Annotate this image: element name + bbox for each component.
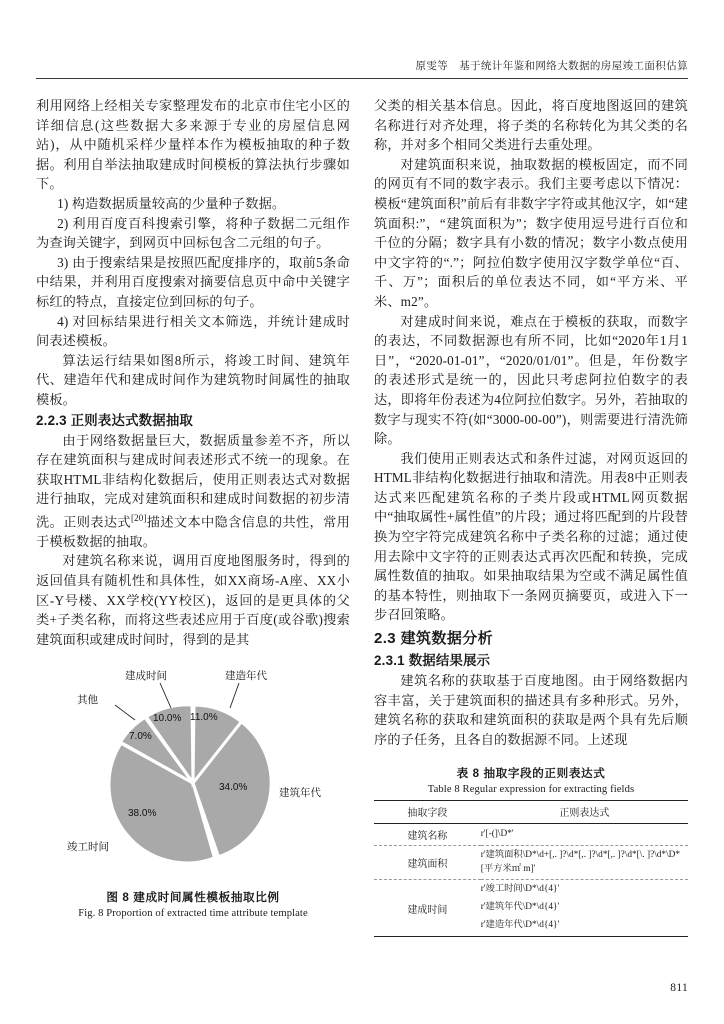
- paragraph: 对建筑名称来说，调用百度地图服务时，得到的返回值具有随机性和具体性，如XX商场-A座、XX小区-Y号楼、XX学校(YY校区)，返回的是更具体的父类+子类名称，而将这些表述应用于百度(或谷歌)搜索建筑面积或建成时间时，得到的是其: [36, 553, 350, 647]
- paragraph-with-reference: [36, 431, 350, 552]
- pie-chart-svg: [43, 663, 343, 881]
- cell-field: 建成时间: [407, 904, 448, 916]
- column-header-field: 抽取字段: [407, 808, 448, 820]
- figure-8: [36, 663, 350, 919]
- header-rule: [36, 78, 688, 79]
- pie-pct-qita: 7.0%: [129, 731, 152, 743]
- left-column: [36, 96, 350, 966]
- cell-field: 建筑面积: [407, 859, 448, 871]
- table-row: [374, 880, 688, 937]
- paragraph-step-3: 3) 由于搜索结果是按照匹配度排序的，取前5条命中结果，并利用百度搜索对摘要信息页中命中关键字标红的特点，直接定位到回标的句子。: [36, 254, 350, 309]
- table-row: [374, 824, 688, 846]
- paragraph-step-4: 4) 对回标结果进行相关文本筛选，并统计建成时间表述模板。: [36, 313, 350, 349]
- cell-regex: [481, 880, 688, 937]
- table-8: [374, 765, 688, 937]
- pie-pct-jianzaoniandai: 11.0%: [190, 712, 218, 724]
- paragraph: 建筑名称的获取基于百度地图。由于网络数据内容丰富，关于建筑面积的描述具有多种形式。另外，建筑名称的获取和建筑面积的获取是两个具有先后顺序的子任务，且各自的数据源不同。上述现: [374, 673, 688, 747]
- pie-label-jianzaoniandai: 建造年代: [225, 670, 267, 683]
- pie-pct-jianchengshijian: 10.0%: [153, 713, 182, 725]
- pie-label-qita: 其他: [77, 694, 98, 707]
- leader-line-jianzaoniandai: [230, 683, 239, 708]
- section-heading-2-3: 2.3 建筑数据分析: [374, 630, 494, 648]
- regex-table: [374, 800, 688, 937]
- paragraph: 算法运行结果如图8所示，将竣工时间、建筑年代、建造年代和建成时间作为建筑物时间属性的抽取模板。: [36, 352, 350, 407]
- regex-expression: r'[-(]\D*': [480, 829, 514, 840]
- regex-expression: r'竣工时间\D*\d{4}': [480, 884, 560, 895]
- pie-label-junggongshijian: 竣工时间: [67, 841, 109, 854]
- running-header: 原雯等 基于统计年鉴和网络大数据的房屋竣工面积估算: [415, 61, 688, 72]
- page-number: 811: [670, 982, 688, 994]
- citation-reference: [20]: [130, 512, 147, 523]
- table-header: [374, 801, 688, 824]
- pie-label-jianzhuniandai: 建筑年代: [279, 787, 321, 800]
- two-column-body: [36, 96, 688, 966]
- pie-pct-junggongshijian: 38.0%: [128, 808, 157, 820]
- section-heading-2-3-1: 2.3.1 数据结果展示: [374, 653, 491, 669]
- paragraph-step-2: 2) 利用百度百科搜索引擎，将种子数据二元组作为查询关键字，到网页中回标包含二元组的句子。: [36, 215, 350, 251]
- column-header-regex: 正则表达式: [559, 808, 610, 820]
- leader-line-jianchengshijian: [160, 683, 171, 708]
- pie-pct-jianzhuniandai: 34.0%: [219, 782, 248, 794]
- regex-expression: r'建造年代\D*\d{4}': [480, 920, 560, 931]
- table-row: [374, 846, 688, 880]
- table-caption-cn: 表 8 抽取字段的正则表达式: [456, 767, 606, 781]
- paragraph-step-1: 1) 构造数据质量较高的少量种子数据。: [57, 195, 286, 211]
- section-heading-2-2-3: 2.2.3 正则表达式数据抽取: [36, 412, 194, 428]
- right-column: [374, 96, 688, 966]
- table-body: [374, 824, 688, 937]
- figure-caption-en: Fig. 8 Proportion of extracted time attribute template: [78, 908, 308, 920]
- paragraph: 利用网络上经相关专家整理发布的北京市住宅小区的详细信息(这些数据大多来源于专业的房屋信息网站)，从中随机采样少量样本作为模板抽取的种子数据。利用自举法抽取建成时间模板的算法执行步骤如下。: [36, 98, 350, 192]
- pie-chart: [43, 663, 343, 881]
- paragraph: 对建筑面积来说，抽取数据的模板固定，而不同的网页有不同的数字表示。我们主要考虑以下情况：模板“建筑面积”前后有非数字字符或其他汉字，如“建筑面积:”，“建筑面积为”；数字使用逗号进行百位和千位的分隔；数字具有小数的情况；数字小数点使用中文字符的“.”；阿拉伯数字使用汉字数学单位“百、千、万”；面积后的单位表达不同，如“平方米、平米、m2”。: [374, 156, 688, 309]
- table-caption-en: Table 8 Regular expression for extracting fields: [427, 784, 635, 796]
- cell-regex: [481, 846, 688, 880]
- paragraph: 对建成时间来说，难点在于模板的获取，而数字的表达，不同数据源也有所不同，比如“2020年1月1日”，“2020-01-01”，“2020/01/01”。但是，年份数字的表述形式是统一的，因此只考虑阿拉伯数字的表达，即将年份表述为4位阿拉伯数字。另外，若抽取的数字与现实不符(如“3000-00-00”)，则需要进行清洗筛除。: [374, 313, 688, 447]
- cell-field: 建筑名称: [407, 831, 448, 843]
- paragraph-text-b: 描述文本中隐含信息的共性，常用于模板数据的抽取。: [36, 514, 351, 549]
- cell-regex: [481, 824, 688, 846]
- paragraph: 父类的相关基本信息。因此，将百度地图返回的建筑名称进行对齐处理，将子类的名称转化为其父类的名称，并对多个相同父类进行去重处理。: [374, 98, 688, 153]
- paragraph: 我们使用正则表达式和条件过滤，对网页返回的HTML非结构化数据进行抽取和清洗。用表8中正则表达式来匹配建筑名称的子类片段或HTML网页数据中“抽取属性+属性值”的片段；通过将匹配到的片段替换为空字符完成建筑名称中子类名称的过滤；通过使用去除中文字符的正则表达式再次匹配和转换，完成属性数值的抽取。如果抽取结果为空或不满足属性值的基本特性，则抽取下一条网页摘要页，或进入下一步召回策略。: [374, 450, 688, 623]
- paragraph-text-a: 由于网络数据量巨大，数据质量参差不齐，所以存在建筑面积与建成时间表述形式不统一的现象。在获取HTML非结构化数据后，使用正则表达式对数据进行抽取，完成对建筑面积和建成时间数据的初步清洗。正则表达式: [36, 432, 350, 530]
- regex-expression: r'建筑年代\D*\d{4}': [480, 902, 560, 913]
- leader-line-qita: [115, 705, 135, 720]
- pie-label-jianchengshijian: 建成时间: [125, 670, 167, 683]
- table-header-row: [374, 801, 688, 824]
- figure-caption-cn: 图 8 建成时间属性模板抽取比例: [106, 891, 280, 905]
- regex-expression: r'建筑面积\D*\d+[,. ]?\d*[,. ]?\d*[,. ]?\d*[\. ]?\d*\D*[平方米㎡ m]': [480, 850, 681, 874]
